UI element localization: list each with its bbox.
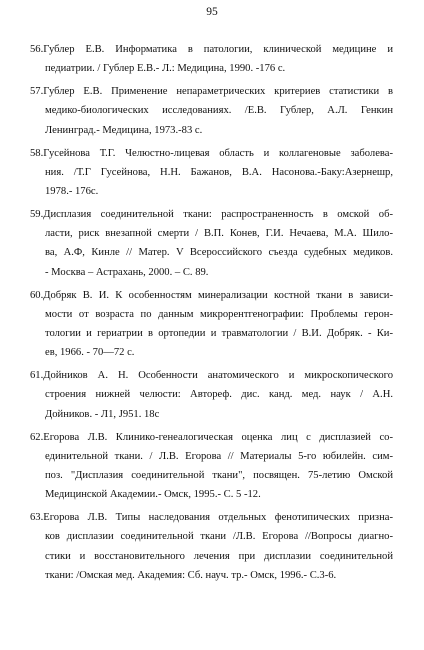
- reference-entry: [31, 40, 393, 78]
- reference-line: Дойников. - Л1, J951. 18с: [45, 408, 160, 420]
- reference-line: 63.Егорова Л.В. Типы наследования отдельных фенотипических призна-: [30, 512, 393, 524]
- reference-line: ния. /Т.Г Гусейнова, Н.Н. Бажанов, В.А. Насонова.-Баку:Азернешр,: [45, 166, 393, 178]
- reference-entry: [31, 144, 393, 202]
- reference-line: Медицинской Академии.- Омск, 1995.- С. 5 -12.: [45, 489, 261, 501]
- reference-line: Ленинград.- Медицина, 1973.-83 с.: [45, 124, 203, 136]
- reference-line: 62.Егорова Л.В. Клинико-генеалогическая оценка лиц с дисплазией со-: [30, 431, 393, 443]
- reference-line: единительной ткани. / Л.В. Егорова // Материалы 5-го юбилейн. сим-: [45, 450, 393, 462]
- reference-entry: [31, 428, 393, 505]
- reference-line: ев, 1966. - 70—72 с.: [45, 347, 135, 359]
- reference-line: 57.Гублер Е.В. Применение непараметрических критериев статистики в: [30, 86, 393, 98]
- reference-line: поз. "Дисплазия соединительной ткани", посвящен. 75-летию Омской: [45, 470, 393, 482]
- reference-entry: [31, 82, 393, 140]
- reference-line: 59.Дисплазия соединительной ткани: распространенность в омской об-: [30, 209, 393, 221]
- reference-list: [31, 40, 393, 589]
- reference-entry: [31, 286, 393, 363]
- reference-line: - Москва – Астрахань, 2000. – С. 89.: [45, 266, 209, 278]
- reference-line: ткани: /Омская мед. Академия: Сб. науч. тр.- Омск, 1996.- С.3-6.: [45, 569, 337, 581]
- reference-entry: [31, 508, 393, 585]
- reference-line: ва, А.Ф, Кинле // Матер. V Всероссийского съезда судебных медиков.: [45, 247, 393, 259]
- reference-line: 61.Дойников А. Н. Особенности анатомического и микроскопического: [30, 370, 393, 382]
- reference-line: строения нижней челюсти: Автореф. дис. канд. мед. наук / А.Н.: [45, 389, 393, 401]
- reference-line: 60.Добряк В. И. К особенностям минерализации костной ткани в зависи-: [30, 289, 393, 301]
- reference-line: ласти, риск внезапной смерти / В.П. Конев, Г.И. Нечаева, М.А. Шило-: [45, 228, 393, 240]
- reference-line: 58.Гусейнова Т.Г. Челюстно-лицевая область и коллагеновые заболева-: [30, 147, 393, 159]
- reference-entry: [31, 366, 393, 424]
- reference-line: педиатрии. / Гублер Е.В.- Л.: Медицина, 1990. -176 с.: [45, 63, 286, 75]
- reference-entry: [31, 205, 393, 282]
- reference-line: мости от возраста по данным микрорентгенографии: Проблемы герон-: [45, 308, 393, 320]
- reference-line: ков дисплазии соединительной ткани /Л.В. Егорова //Вопросы диагно-: [45, 531, 393, 543]
- reference-line: 1978.- 176с.: [45, 186, 99, 198]
- page-number: 95: [206, 6, 218, 18]
- reference-line: тологии и гериатрии в ортопедии и травматологии / В.И. Добряк. - Ки-: [45, 328, 393, 340]
- reference-line: стики и восстановительного лечения при дисплазии соединительной: [45, 550, 393, 562]
- reference-line: 56.Гублер Е.В. Информатика в патологии, клинической медицине и: [30, 44, 393, 55]
- reference-line: медико-биологических исследованиях. /Е.В. Гублер, А.Л. Генкин: [45, 105, 393, 117]
